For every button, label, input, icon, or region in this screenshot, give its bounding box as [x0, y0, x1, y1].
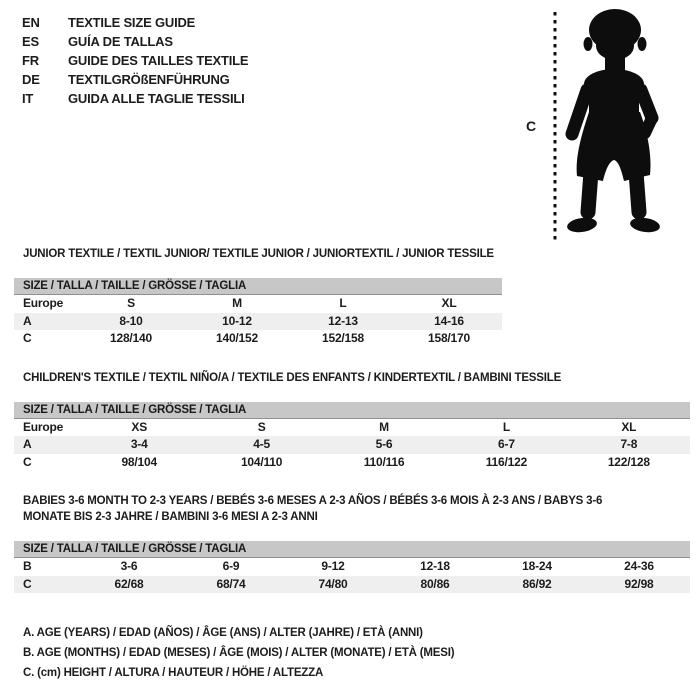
size-header-bar: SIZE / TALLA / TAILLE / GRÖSSE / TAGLIA — [14, 278, 502, 295]
size-cell: 7-8 — [620, 437, 638, 451]
size-cell: 110/116 — [363, 454, 405, 469]
language-code: ES — [22, 34, 39, 49]
row-label: C — [23, 331, 32, 345]
size-cell: 74/80 — [318, 576, 348, 591]
size-table-section-2 — [14, 370, 690, 472]
size-header-bar: SIZE / TALLA / TAILLE / GRÖSSE / TAGLIA — [14, 402, 690, 419]
row-label: Europe — [23, 419, 64, 434]
size-cell: 68/74 — [216, 576, 246, 591]
table-row — [14, 295, 502, 313]
size-cell: 5-6 — [375, 437, 393, 451]
row-label: A — [23, 437, 32, 451]
table-row — [14, 558, 690, 576]
size-cell: M — [379, 419, 389, 434]
size-table-section-3 — [14, 493, 690, 593]
size-table — [14, 541, 690, 593]
row-label: B — [23, 559, 32, 573]
language-label: GUÍA DE TALLAS — [68, 34, 173, 49]
size-cell: XL — [621, 419, 637, 434]
size-cell: 80/86 — [420, 576, 450, 591]
language-code: IT — [22, 91, 34, 106]
size-cell: 98/104 — [121, 454, 157, 469]
language-code: EN — [22, 15, 40, 30]
size-cell: XS — [131, 419, 147, 434]
size-cell: L — [339, 296, 347, 310]
language-label: TEXTILGRÖßENFÜHRUNG — [68, 72, 230, 87]
table-title: BABIES 3-6 MONTH TO 2-3 YEARS / BEBÉS 3-6 MESES A 2-3 AÑOS / BÉBÉS 3-6 MOIS À 2-3 ANS / BABYS 3-6 MONATE BIS 2-3 JAHRE / BAMBINI 3-6 MESI A 2-3 ANNI — [23, 495, 603, 523]
row-label: C — [23, 454, 32, 469]
size-cell: 8-10 — [119, 313, 143, 328]
size-cell: 62/68 — [114, 576, 144, 591]
row-label: A — [23, 313, 32, 328]
size-header-bar: SIZE / TALLA / TAILLE / GRÖSSE / TAGLIA — [14, 541, 690, 558]
language-label: TEXTILE SIZE GUIDE — [68, 15, 196, 30]
size-cell: 6-7 — [498, 437, 515, 451]
language-list — [22, 13, 248, 108]
table-row — [14, 330, 502, 348]
table-row — [14, 576, 690, 594]
size-cell: 140/152 — [216, 331, 258, 345]
size-cell: M — [232, 296, 242, 310]
size-cell: 12-18 — [420, 559, 450, 573]
table-row — [14, 313, 502, 331]
toddler-silhouette-icon — [558, 6, 666, 242]
table-row — [14, 419, 690, 437]
size-cell: 116/122 — [485, 454, 528, 469]
table-row — [14, 454, 690, 472]
legend — [23, 623, 690, 683]
language-row — [22, 70, 248, 89]
legend-line: C. (cm) HEIGHT / ALTURA / HAUTEUR / HÖHE / ALTEZZA — [23, 667, 324, 679]
size-cell: 9-12 — [321, 559, 345, 573]
language-code: DE — [22, 72, 40, 87]
size-cell: 152/158 — [322, 331, 364, 345]
size-cell: 12-13 — [328, 313, 358, 328]
legend-line: B. AGE (MONTHS) / EDAD (MESES) / ÂGE (MOIS) / ALTER (MONATE) / ETÀ (MESI) — [23, 647, 455, 659]
size-cell: 14-16 — [434, 313, 464, 328]
size-cell: 4-5 — [253, 437, 270, 451]
table-title: JUNIOR TEXTILE / TEXTIL JUNIOR/ TEXTILE JUNIOR / JUNIORTEXTIL / JUNIOR TESSILE — [23, 248, 494, 260]
language-row — [22, 51, 248, 70]
language-label: GUIDE DES TAILLES TEXTILE — [68, 53, 249, 68]
size-cell: 158/170 — [428, 331, 470, 345]
height-measure-label: C — [526, 118, 537, 134]
table-row — [14, 436, 690, 454]
size-cell: 86/92 — [522, 576, 552, 591]
size-cell: 122/128 — [607, 454, 650, 469]
size-cell: 3-4 — [130, 437, 148, 451]
language-row — [22, 32, 248, 51]
size-cell: S — [127, 296, 135, 310]
row-label: Europe — [23, 296, 64, 310]
size-cell: 24-36 — [624, 559, 654, 573]
language-row — [22, 89, 248, 108]
size-cell: 3-6 — [120, 559, 138, 573]
size-cell: 104/110 — [240, 454, 283, 469]
size-cell: L — [502, 419, 510, 434]
language-label: GUIDA ALLE TAGLIE TESSILI — [68, 91, 245, 106]
size-cell: 92/98 — [624, 576, 654, 591]
size-cell: 128/140 — [110, 331, 152, 345]
row-label: C — [23, 576, 32, 591]
size-table — [14, 402, 690, 472]
size-cell: 6-9 — [222, 559, 240, 573]
size-tables — [14, 246, 690, 683]
size-table-section-1 — [14, 246, 690, 348]
table-title: CHILDREN'S TEXTILE / TEXTIL NIÑO/A / TEXTILE DES ENFANTS / KINDERTEXTIL / BAMBINI TESSILE — [23, 371, 562, 384]
size-cell: 10-12 — [222, 313, 252, 328]
legend-line: A. AGE (YEARS) / EDAD (AÑOS) / ÂGE (ANS) / ALTER (JAHRE) / ETÀ (ANNI) — [23, 627, 423, 639]
size-cell: S — [257, 419, 266, 434]
size-cell: XL — [441, 296, 457, 310]
size-table — [14, 278, 502, 348]
language-code: FR — [22, 53, 39, 68]
size-cell: 18-24 — [522, 559, 552, 573]
language-row — [22, 13, 248, 32]
